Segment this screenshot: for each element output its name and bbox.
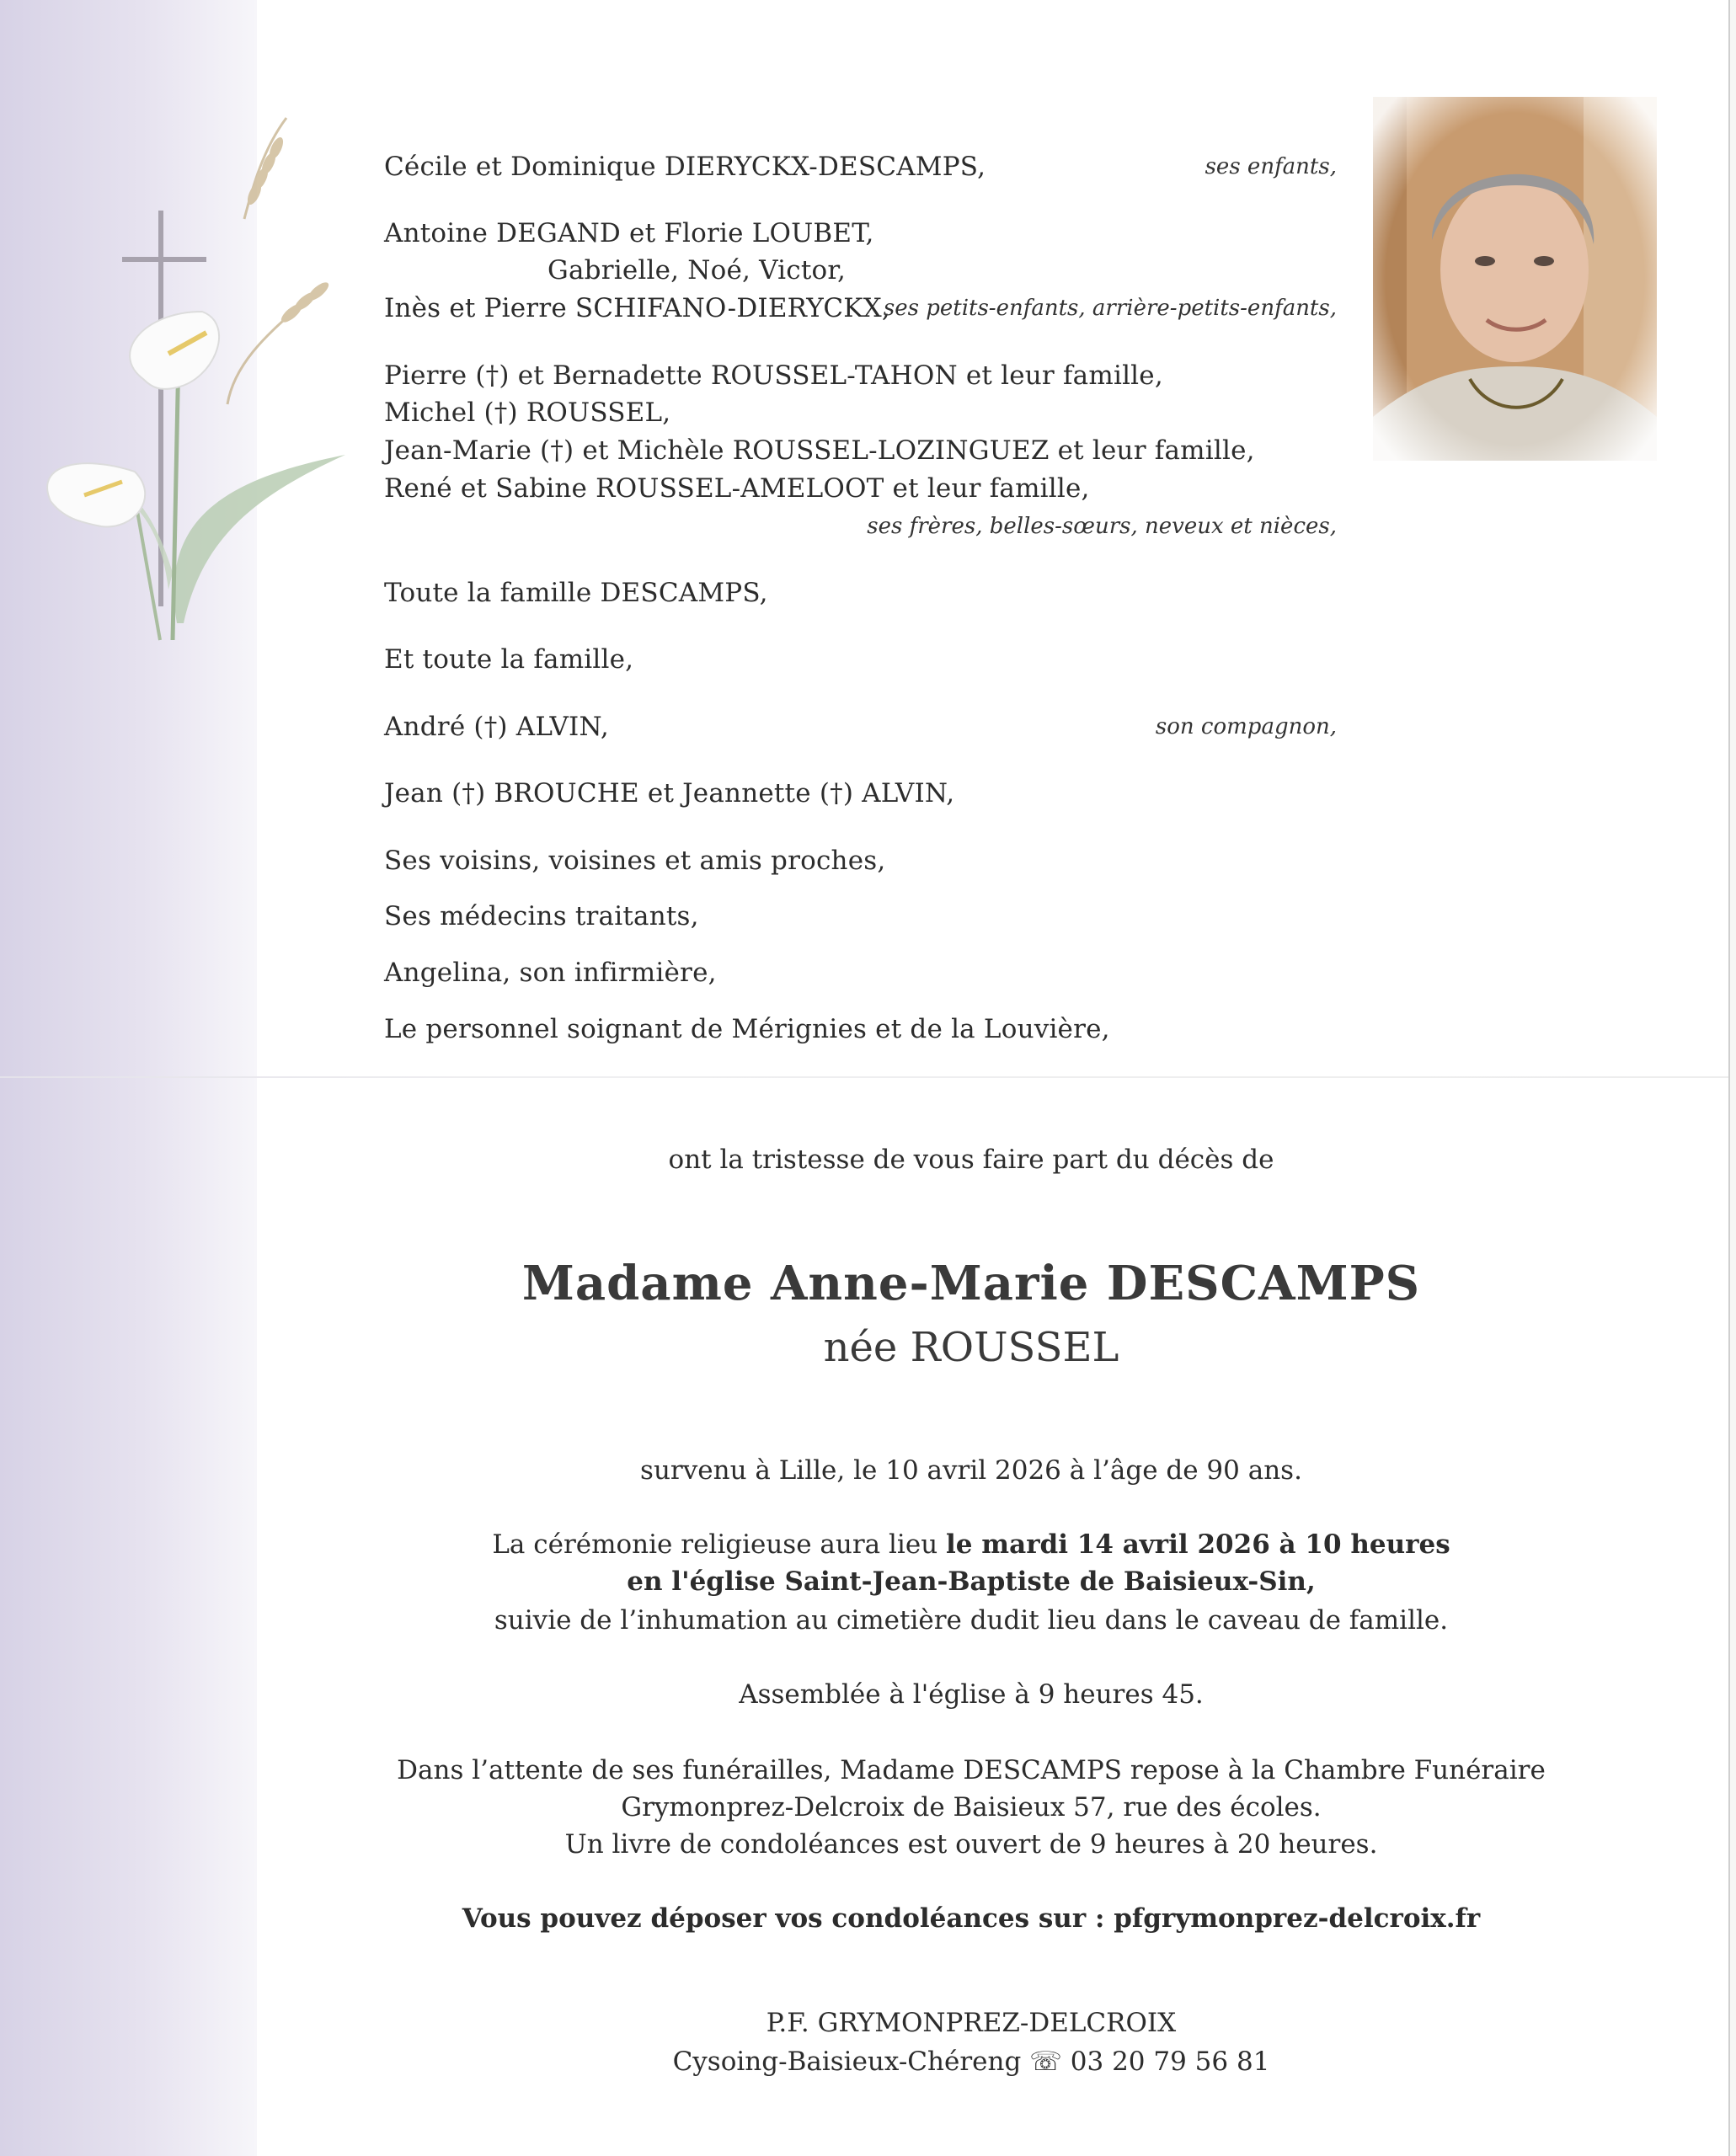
family-line-companion: André (†) ALVIN, [384,712,609,742]
family-line-sibling-4: René et Sabine ROUSSEL-AMELOOT et leur famille, [384,473,1090,504]
family-line-sibling-1: Pierre (†) et Bernadette ROUSSEL-TAHON et leur famille, [384,360,1163,391]
death-details: survenu à Lille, le 10 avril 2026 à l’âge de 90 ans. [640,1455,1302,1486]
ceremony-place: en l'église Saint-Jean-Baptiste de Baisieux-Sin, [627,1566,1316,1597]
family-line-grandchild-2: Inès et Pierre SCHIFANO-DIERYCKX, [384,293,890,323]
wheat-icon [227,118,331,404]
family-line-neighbours: Ses voisins, voisines et amis proches, [384,846,886,876]
family-line-great-grandchildren: Gabrielle, Noé, Victor, [548,255,847,286]
family-line-children: Cécile et Dominique DIERYCKX-DESCAMPS, [384,152,986,182]
deceased-name: Madame Anne-Marie DESCAMPS [521,1256,1421,1311]
note-siblings: ses frères, belles-sœurs, neveux et nièces, [867,514,1337,539]
family-line-alvin: Jean (†) BROUCHE et Jeannette (†) ALVIN, [384,778,955,808]
rest-line-2: Grymonprez-Delcroix de Baisieux 57, rue des écoles. [621,1792,1322,1822]
family-line-grandchild-1: Antoine DEGAND et Florie LOUBET, [384,218,874,248]
condolences-line: Vous pouvez déposer vos condoléances sur : pfgrymonprez-delcroix.fr [462,1903,1481,1934]
assembly-time: Assemblée à l'église à 9 heures 45. [739,1679,1204,1710]
family-line-doctors: Ses médecins traitants, [384,901,699,931]
portrait-photo [1373,97,1657,461]
ceremony-line [202,1526,1736,1563]
note-companion: son compagnon, [1155,714,1337,739]
ceremony-date: le mardi 14 avril 2026 à 10 heures [946,1529,1450,1560]
note-grandchildren: ses petits-enfants, arrière-petits-enfants, [883,296,1337,321]
phone-icon: ☏ [1029,2047,1062,2077]
calla-lily-icon [47,312,219,526]
fold-line [0,1076,1728,1078]
announcement-intro: ont la tristesse de vous faire part du décès de [668,1145,1274,1175]
funeral-home-name: P.F. GRYMONPREZ-DELCROIX [766,2008,1177,2038]
family-line-sibling-3: Jean-Marie (†) et Michèle ROUSSEL-LOZINGUEZ et leur famille, [384,435,1255,466]
funeral-home-phone: 03 20 79 56 81 [1070,2047,1270,2077]
family-line-descamps: Toute la famille DESCAMPS, [384,578,768,608]
family-line-nurse: Angelina, son infirmière, [384,958,717,988]
note-children: ses enfants, [1205,154,1337,179]
rest-line-1: Dans l’attente de ses funérailles, Madame DESCAMPS repose à la Chambre Funéraire [397,1755,1546,1785]
family-line-all: Et toute la famille, [384,644,634,675]
rest-line-3: Un livre de condoléances est ouvert de 9 heures à 20 heures. [564,1829,1378,1860]
ceremony-intro: La cérémonie religieuse aura lieu [492,1529,947,1560]
family-line-care-staff: Le personnel soignant de Mérignies et de la Louvière, [384,1014,1110,1044]
cross-and-lilies-decoration [34,101,371,707]
maiden-name: née ROUSSEL [823,1324,1119,1371]
funeral-home-town: Cysoing-Baisieux-Chéreng [672,2047,1022,2077]
family-line-sibling-2: Michel (†) ROUSSEL, [384,398,671,428]
funeral-home-contact [202,2043,1736,2080]
burial-details: suivie de l’inhumation au cimetière dudit lieu dans le caveau de famille. [494,1605,1449,1636]
